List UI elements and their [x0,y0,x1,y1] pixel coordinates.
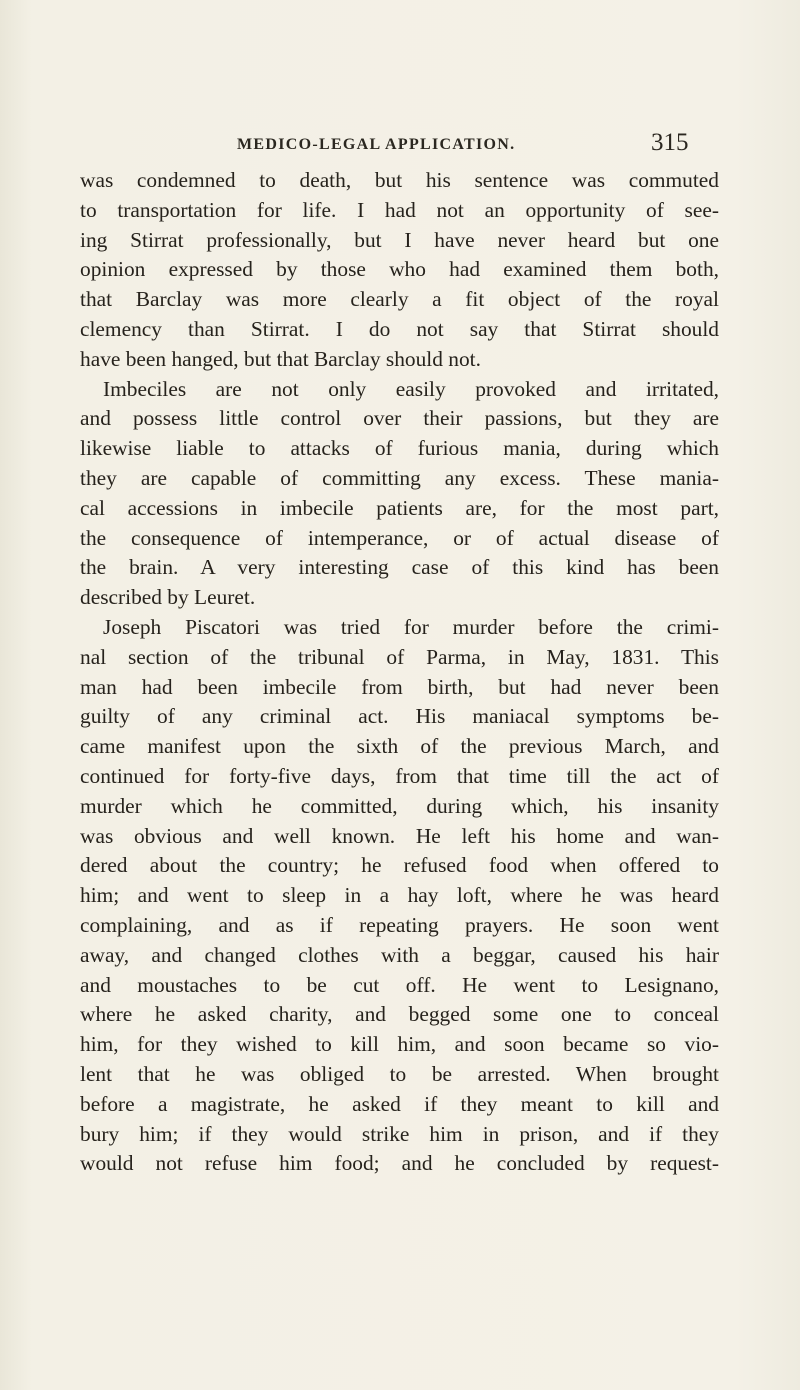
running-head: MEDICO-LEGAL APPLICATION. [237,136,516,153]
text-line: was obvious and well known. He left his home and wan- [80,823,719,848]
text-line: and possess little control over their passions, but they are [80,406,719,431]
page-number: 315 [651,129,689,156]
text-line: cal accessions in imbecile patients are, for the most part, [80,495,719,520]
text-line: came manifest upon the sixth of the previous March, and [80,734,719,759]
text-line: dered about the country; he refused food when offered to [80,853,719,878]
text-line: and moustaches to be cut off. He went to Lesignano, [80,972,719,997]
text-line: him, for they wished to kill him, and soon became so vio- [80,1032,719,1057]
text-line: lent that he was obliged to be arrested. When brought [80,1061,719,1086]
text-line: nal section of the tribunal of Parma, in May, 1831. This [80,644,719,669]
text-line: Imbeciles are not only easily provoked and irritated, [103,376,719,401]
text-line: have been hanged, but that Barclay should not. [80,346,481,371]
text-line: away, and changed clothes with a beggar, caused his hair [80,942,719,967]
text-line: continued for forty-five days, from that time till the act of [80,763,719,788]
text-line: clemency than Stirrat. I do not say that Stirrat should [80,316,719,341]
text-line: they are capable of committing any excess. These mania- [80,465,719,490]
text-line: the brain. A very interesting case of this kind has been [80,555,719,580]
text-line: Joseph Piscatori was tried for murder before the crimi- [103,614,719,639]
text-line: complaining, and as if repeating prayers. He soon went [80,912,719,937]
text-line: man had been imbecile from birth, but had never been [80,674,719,699]
text-line: before a magistrate, he asked if they meant to kill and [80,1091,719,1116]
text-line: murder which he committed, during which, his insanity [80,793,719,818]
text-line: was condemned to death, but his sentence was commuted [80,168,719,192]
text-line: ing Stirrat professionally, but I have never heard but one [80,227,719,252]
text-line: him; and went to sleep in a hay loft, where he was heard [80,883,719,908]
text-line: likewise liable to attacks of furious mania, during which [80,436,719,461]
text-line: opinion expressed by those who had examined them both, [80,257,719,282]
text-line: the consequence of intemperance, or of actual disease of [80,525,719,550]
text-line: guilty of any criminal act. His maniacal symptoms be- [80,704,719,729]
page-header [0,126,800,166]
text-line: where he asked charity, and begged some one to conceal [80,1002,719,1027]
text-line: described by Leuret. [80,585,256,610]
text-line: bury him; if they would strike him in prison, and if they [80,1121,719,1146]
text-line: that Barclay was more clearly a fit object of the royal [80,287,719,312]
text-line: to transportation for life. I had not an opportunity of see- [80,197,719,222]
body-text [80,166,719,1179]
text-line: would not refuse him food; and he concluded by request- [80,1151,719,1176]
